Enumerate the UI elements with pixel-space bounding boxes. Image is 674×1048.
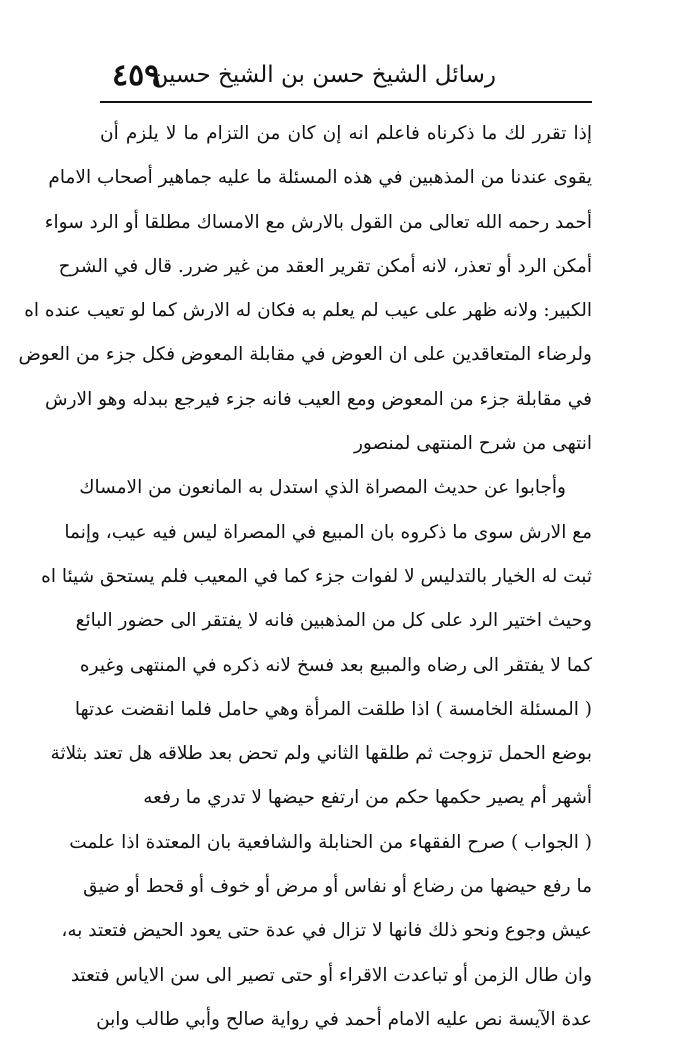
text-line: كما لا يفتقر الى رضاه والمبيع بعد فسخ لانه ذكره في المنتهى وغيره bbox=[79, 654, 592, 676]
text-line: ما رفع حيضها من رضاع أو نفاس أو مرض أو خوف أو قحط أو ضيق bbox=[83, 876, 592, 898]
page-number: ٤٥٩ bbox=[112, 58, 161, 93]
text-line: عدة الآيسة نص عليه الامام أحمد في رواية صالح وأبي طالب وابن bbox=[96, 1008, 592, 1030]
text-line: ( الجواب ) صرح الفقهاء من الحنابلة والشافعية بان المعتدة اذا علمت bbox=[69, 831, 592, 853]
header-rule bbox=[100, 101, 592, 103]
text-line: وأجابوا عن حديث المصراة الذي استدل به المانعون من الامساك bbox=[79, 477, 566, 499]
text-line: يقوى عندنا من المذهبين في هذه المسئلة ما عليه جماهير أصحاب الامام bbox=[48, 167, 592, 189]
running-head-title: رسائل الشيخ حسن بن الشيخ حسين bbox=[151, 62, 496, 88]
text-line: مع الارش سوى ما ذكروه بان المبيع في المصراة ليس فيه عيب، وإنما bbox=[64, 521, 592, 543]
text-line: الكبير: ولانه ظهر على عيب لم يعلم به فكان له الارش كما لو تعيب عنده اه bbox=[24, 300, 592, 322]
text-line: أحمد رحمه الله تعالى من القول بالارش مع الامساك مطلقا أو الرد سواء bbox=[44, 211, 592, 233]
body-text bbox=[18, 112, 592, 1042]
text-line: وحيث اختير الرد على كل من المذهبين فانه لا يفتقر الى حضور البائع bbox=[75, 610, 592, 632]
text-line: ( المسئلة الخامسة ) اذا طلقت المرأة وهي حامل فلما انقضت عدتها bbox=[74, 698, 592, 720]
text-line: عيش وجوع ونحو ذلك فانها لا تزال في عدة حتى يعود الحيض فتعتد به، bbox=[61, 920, 592, 942]
text-line: أشهر أم يصير حكمها حكم من ارتفع حيضها لا تدري ما رفعه bbox=[143, 787, 592, 809]
text-line: وان طال الزمن أو تباعدت الاقراء أو حتى تصير الى سن الاياس فتعتد bbox=[70, 964, 592, 986]
text-line: انتهى من شرح المنتهى لمنصور bbox=[353, 433, 592, 455]
text-line: ثبت له الخيار بالتدليس لا لفوات جزء كما في المعيب فلم يستحق شيئا اه bbox=[41, 565, 592, 587]
text-line: في مقابلة جزء من المعوض ومع العيب فانه جزء فيرجع ببدله وهو الارش bbox=[45, 388, 592, 410]
text-line: إذا تقرر لك ما ذكرناه فاعلم انه إن كان من التزام ما لا يلزم أن bbox=[100, 123, 592, 144]
text-line: بوضع الحمل تزوجت ثم طلقها الثاني ولم تحض بعد طلاقه هل تعتد بثلاثة bbox=[50, 743, 592, 765]
text-line: أمكن الرد أو تعذر، لانه أمكن تقرير العقد من غير ضرر. قال في الشرح bbox=[58, 255, 592, 277]
text-line: ولرضاء المتعاقدين على ان العوض في مقابلة المعوض فكل جزء من العوض bbox=[18, 344, 592, 366]
